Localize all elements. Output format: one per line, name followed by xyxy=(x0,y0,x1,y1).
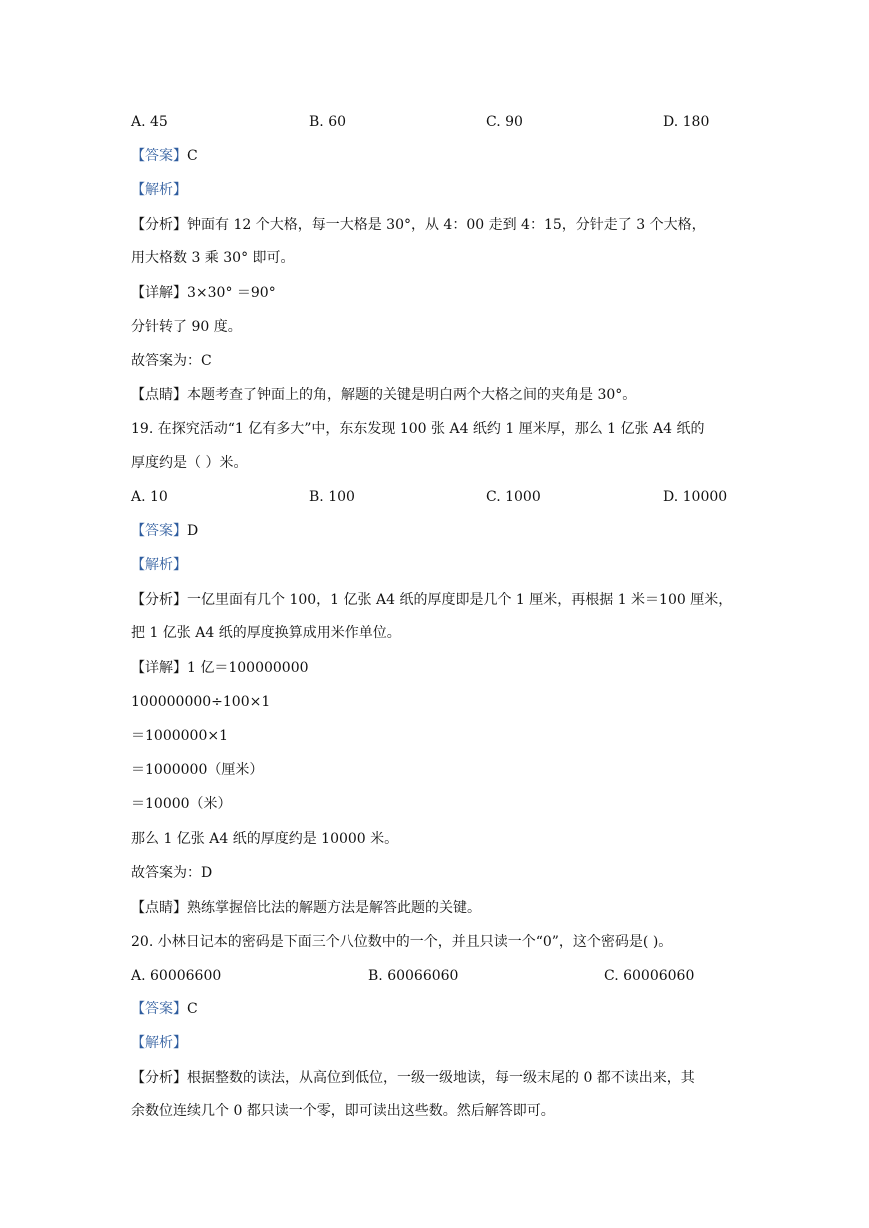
q18-fenxi xyxy=(131,215,706,235)
answer-value: C xyxy=(187,1001,198,1017)
dianjing-text: 熟练掌握倍比法的解题方法是解答此题的关键。 xyxy=(187,900,481,916)
q19-option-c: C. 1000 xyxy=(486,489,541,505)
q18-answer xyxy=(131,146,198,166)
q18-dianjing xyxy=(131,385,636,405)
q20-fenxi xyxy=(131,1068,695,1088)
dianjing-tag: 【点睛】 xyxy=(131,387,187,403)
q18-option-c: C. 90 xyxy=(486,114,523,130)
xiangjie-value: 1 亿＝100000000 xyxy=(187,660,309,676)
q18-option-a: A. 45 xyxy=(131,114,168,130)
q19-fenxi-line2: 把 1 亿张 A4 纸的厚度换算成用米作单位。 xyxy=(131,625,401,641)
q19-conclusion: 那么 1 亿张 A4 纸的厚度约是 10000 米。 xyxy=(131,831,399,847)
fenxi-text: 钟面有 12 个大格，每一大格是 30°，从 4：00 走到 4：15，分针走了 3 个大格， xyxy=(187,217,706,233)
q19-option-d: D. 10000 xyxy=(663,489,728,505)
xiangjie-tag: 【详解】 xyxy=(131,285,187,301)
fenxi-text: 一亿里面有几个 100，1 亿张 A4 纸的厚度即是几个 1 厘米，再根据 1 米＝100 厘米， xyxy=(187,592,733,608)
q20-option-c: C. 60006060 xyxy=(604,968,695,984)
answer-value: C xyxy=(187,148,198,164)
fenxi-tag: 【分析】 xyxy=(131,592,187,608)
xiangjie-value: 3×30° ＝90° xyxy=(187,285,276,301)
fenxi-tag: 【分析】 xyxy=(131,1070,187,1086)
q18-analysis-tag: 【解析】 xyxy=(131,182,187,198)
xiangjie-tag: 【详解】 xyxy=(131,660,187,676)
q20-analysis-tag: 【解析】 xyxy=(131,1035,187,1051)
q19-option-b: B. 100 xyxy=(309,489,355,505)
q20-answer xyxy=(131,999,198,1019)
q19-fenxi xyxy=(131,590,732,610)
q19-option-a: A. 10 xyxy=(131,489,168,505)
q18-line-a: 分针转了 90 度。 xyxy=(131,319,242,335)
q18-option-d: D. 180 xyxy=(663,114,710,130)
q19-calc-4: ＝10000（米） xyxy=(131,796,232,812)
answer-tag: 【答案】 xyxy=(131,148,187,164)
q18-final: 故答案为：C xyxy=(131,353,212,369)
q19-answer xyxy=(131,521,198,541)
q19-dianjing xyxy=(131,898,481,918)
q19-stem-line1: 19. 在探究活动“1 亿有多大”中，东东发现 100 张 A4 纸约 1 厘米厚，那么 1 亿张 A4 纸的 xyxy=(131,421,705,437)
q19-final: 故答案为：D xyxy=(131,865,213,881)
answer-tag: 【答案】 xyxy=(131,523,187,539)
q19-stem-line2: 厚度约是（ ）米。 xyxy=(131,455,248,471)
q20-fenxi-line2: 余数位连续几个 0 都只读一个零，即可读出这些数。然后解答即可。 xyxy=(131,1103,555,1119)
q20-stem: 20. 小林日记本的密码是下面三个八位数中的一个，并且只读一个“0”，这个密码是( )。 xyxy=(131,934,673,950)
answer-tag: 【答案】 xyxy=(131,1001,187,1017)
q18-xiangjie xyxy=(131,283,276,303)
q19-analysis-tag: 【解析】 xyxy=(131,557,187,573)
q19-calc-2: ＝1000000×1 xyxy=(131,728,228,744)
fenxi-tag: 【分析】 xyxy=(131,217,187,233)
q18-fenxi-line2: 用大格数 3 乘 30° 即可。 xyxy=(131,250,295,266)
q18-option-b: B. 60 xyxy=(309,114,347,130)
q20-option-b: B. 60066060 xyxy=(368,968,459,984)
q19-calc-3: ＝1000000（厘米） xyxy=(131,762,264,778)
dianjing-text: 本题考查了钟面上的角，解题的关键是明白两个大格之间的夹角是 30°。 xyxy=(187,387,637,403)
q19-xiangjie xyxy=(131,658,309,678)
q20-option-a: A. 60006600 xyxy=(131,968,222,984)
fenxi-text: 根据整数的读法，从高位到低位，一级一级地读，每一级末尾的 0 都不读出来，其 xyxy=(187,1070,695,1086)
q19-calc-1: 100000000÷100×1 xyxy=(131,694,271,710)
answer-value: D xyxy=(187,523,199,539)
dianjing-tag: 【点睛】 xyxy=(131,900,187,916)
